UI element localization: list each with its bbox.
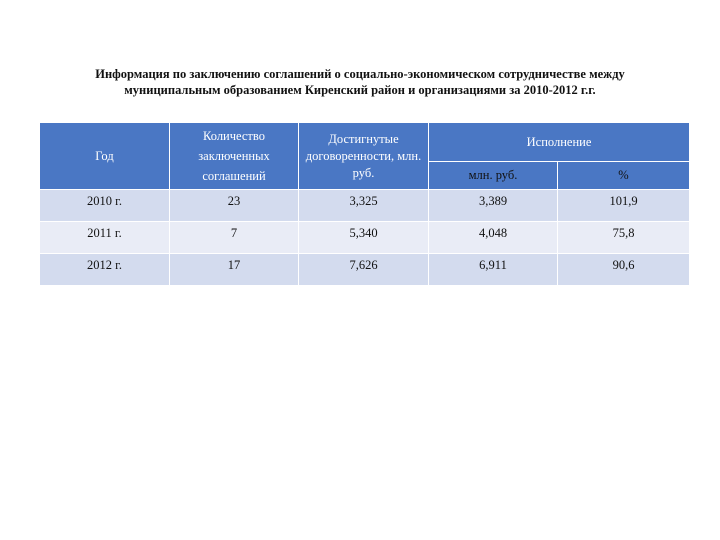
cell-agreements: 23 <box>170 190 299 222</box>
cell-year: 2012 г. <box>40 254 170 286</box>
cell-agreements: 17 <box>170 254 299 286</box>
header-achieved: Достигнутые договоренности, млн. руб. <box>299 123 429 190</box>
cell-exec-pct: 75,8 <box>558 222 690 254</box>
table-row <box>40 254 690 286</box>
cell-achieved: 5,340 <box>299 222 429 254</box>
table-row <box>40 222 690 254</box>
cell-exec-mln: 3,389 <box>429 190 558 222</box>
cell-exec-pct: 101,9 <box>558 190 690 222</box>
header-agreements: Количество заключенных соглашений <box>170 123 299 190</box>
cell-year: 2011 г. <box>40 222 170 254</box>
cell-year: 2010 г. <box>40 190 170 222</box>
cell-achieved: 7,626 <box>299 254 429 286</box>
table-row <box>40 190 690 222</box>
cell-exec-mln: 6,911 <box>429 254 558 286</box>
cell-agreements: 7 <box>170 222 299 254</box>
cell-exec-pct: 90,6 <box>558 254 690 286</box>
header-execution: Исполнение <box>429 123 690 162</box>
cell-achieved: 3,325 <box>299 190 429 222</box>
agreements-table <box>39 122 690 286</box>
header-exec-mln: млн. руб. <box>429 162 558 190</box>
page-title <box>40 66 680 98</box>
title-line-2: муниципальным образованием Киренский район и организациями за 2010-2012 г.г. <box>124 83 596 97</box>
header-year: Год <box>40 123 170 190</box>
cell-exec-mln: 4,048 <box>429 222 558 254</box>
header-exec-pct: % <box>558 162 690 190</box>
title-line-1: Информация по заключению соглашений о социально-экономическом сотрудничестве между <box>95 67 625 81</box>
